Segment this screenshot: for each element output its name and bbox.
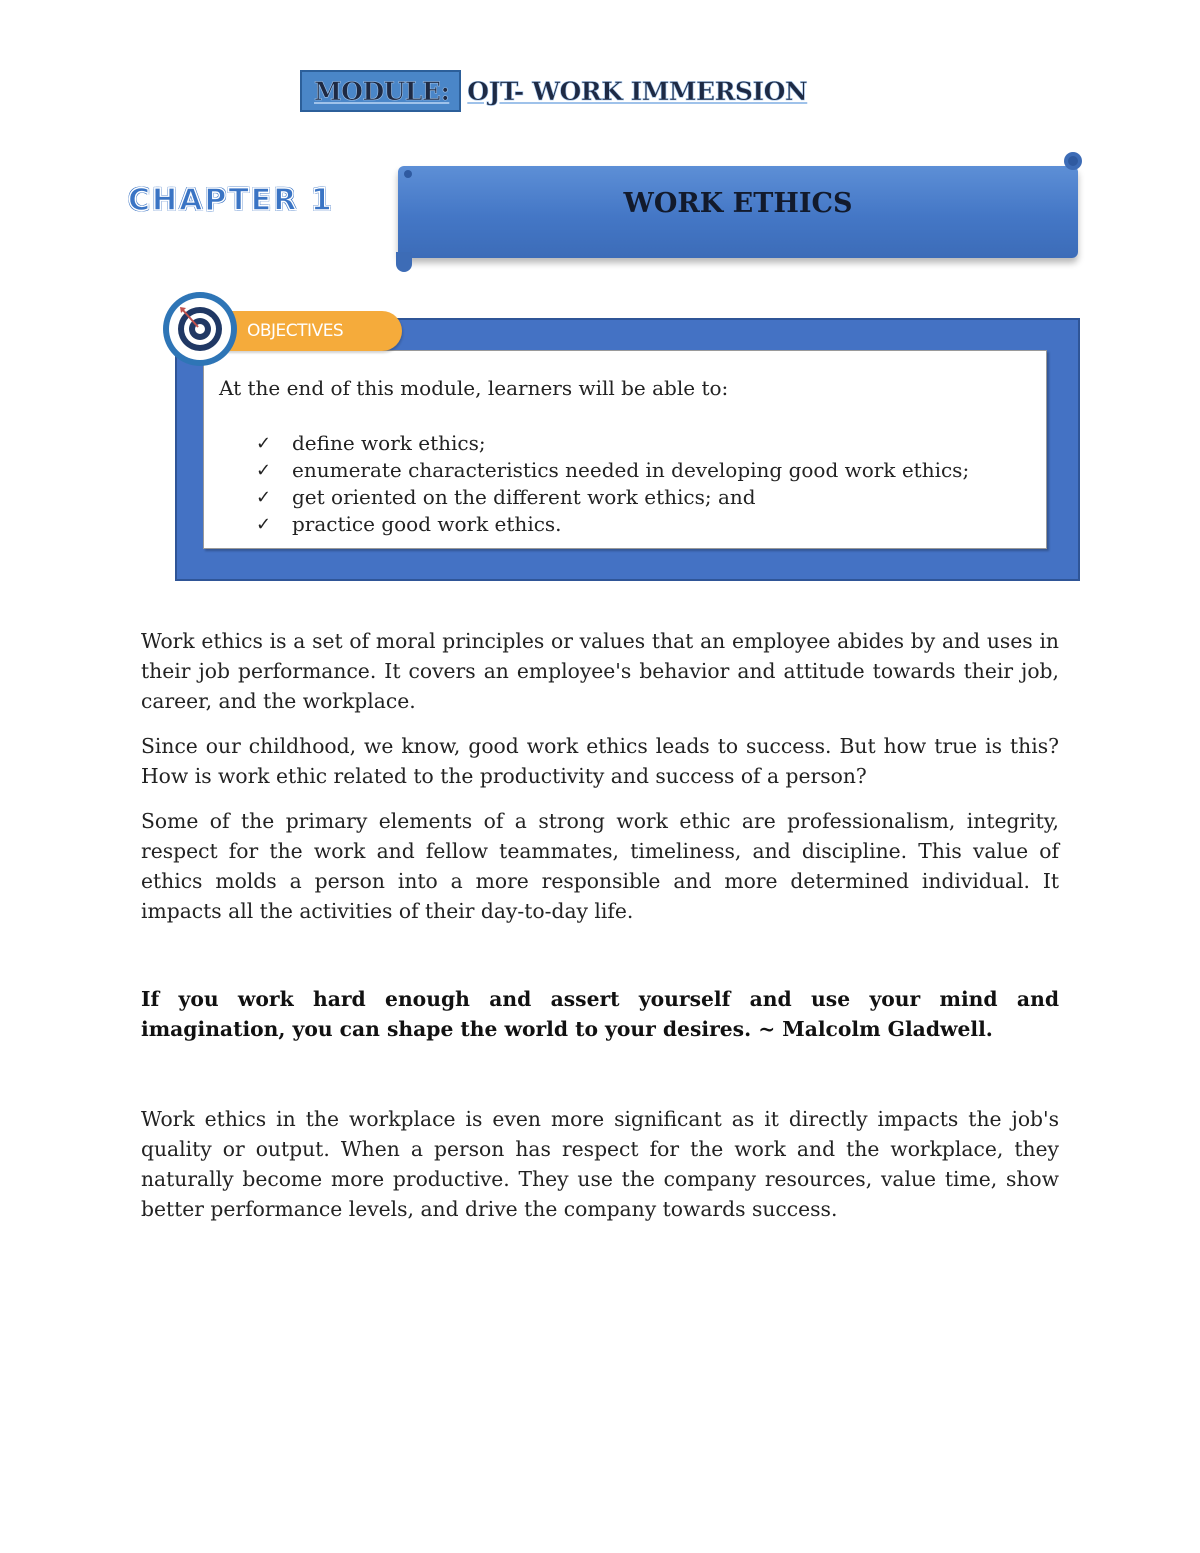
objective-text: enumerate characteristics needed in developing good work ethics; bbox=[292, 458, 970, 482]
list-item bbox=[256, 511, 969, 538]
checkmark-icon: ✓ bbox=[256, 514, 272, 535]
objectives-intro: At the end of this module, learners will be able to: bbox=[219, 376, 729, 400]
objectives-list bbox=[256, 430, 969, 538]
objectives-tab-label: OBJECTIVES bbox=[247, 321, 344, 341]
checkmark-icon: ✓ bbox=[256, 460, 272, 481]
module-name: OJT- WORK IMMERSION bbox=[467, 76, 808, 106]
list-item bbox=[256, 430, 969, 457]
chapter-title: WORK ETHICS bbox=[623, 188, 853, 219]
list-item bbox=[256, 484, 969, 511]
checkmark-icon: ✓ bbox=[256, 487, 272, 508]
target-icon bbox=[162, 291, 238, 367]
list-item bbox=[256, 457, 969, 484]
objective-text: get oriented on the different work ethics; and bbox=[292, 485, 756, 509]
checkmark-icon: ✓ bbox=[256, 433, 272, 454]
paragraph-childhood: Since our childhood, we know, good work ethics leads to success. But how true is this? How is work ethic related to the productivity and success of a person? bbox=[141, 734, 1059, 788]
paragraph-workplace: Work ethics in the workplace is even more significant as it directly impacts the job's quality or output. When a person has respect for the work and the workplace, they naturally become more productive. They use the company resources, value time, show better performance levels, and drive the company towards success. bbox=[141, 1107, 1059, 1221]
objective-text: practice good work ethics. bbox=[292, 512, 562, 536]
objective-text: define work ethics; bbox=[292, 431, 486, 455]
module-label: MODULE: bbox=[300, 70, 461, 112]
quote: If you work hard enough and assert yourself and use your mind and imagination, you can shape the world to your desires. ~ Malcolm Gladwell. bbox=[141, 987, 1059, 1041]
paragraph-definition: Work ethics is a set of moral principles or values that an employee abides by and uses in their job performance. It covers an employee's behavior and attitude towards their job, career, and the workplace. bbox=[141, 629, 1059, 713]
chapter-label: CHAPTER 1 bbox=[128, 183, 334, 218]
paragraph-elements: Some of the primary elements of a strong work ethic are professionalism, integrity, respect for the work and fellow teammates, timeliness, and discipline. This value of ethics molds a person into a more responsible and more determined individual. It impacts all the activities of their day-to-day life. bbox=[141, 809, 1059, 923]
scroll-curl-decoration bbox=[1064, 152, 1082, 170]
module-title bbox=[300, 70, 807, 112]
scroll-curl-decoration bbox=[396, 252, 412, 272]
objectives-tab bbox=[220, 311, 402, 351]
scroll-curl-decoration bbox=[404, 170, 412, 178]
chapter-title-banner bbox=[398, 166, 1078, 258]
